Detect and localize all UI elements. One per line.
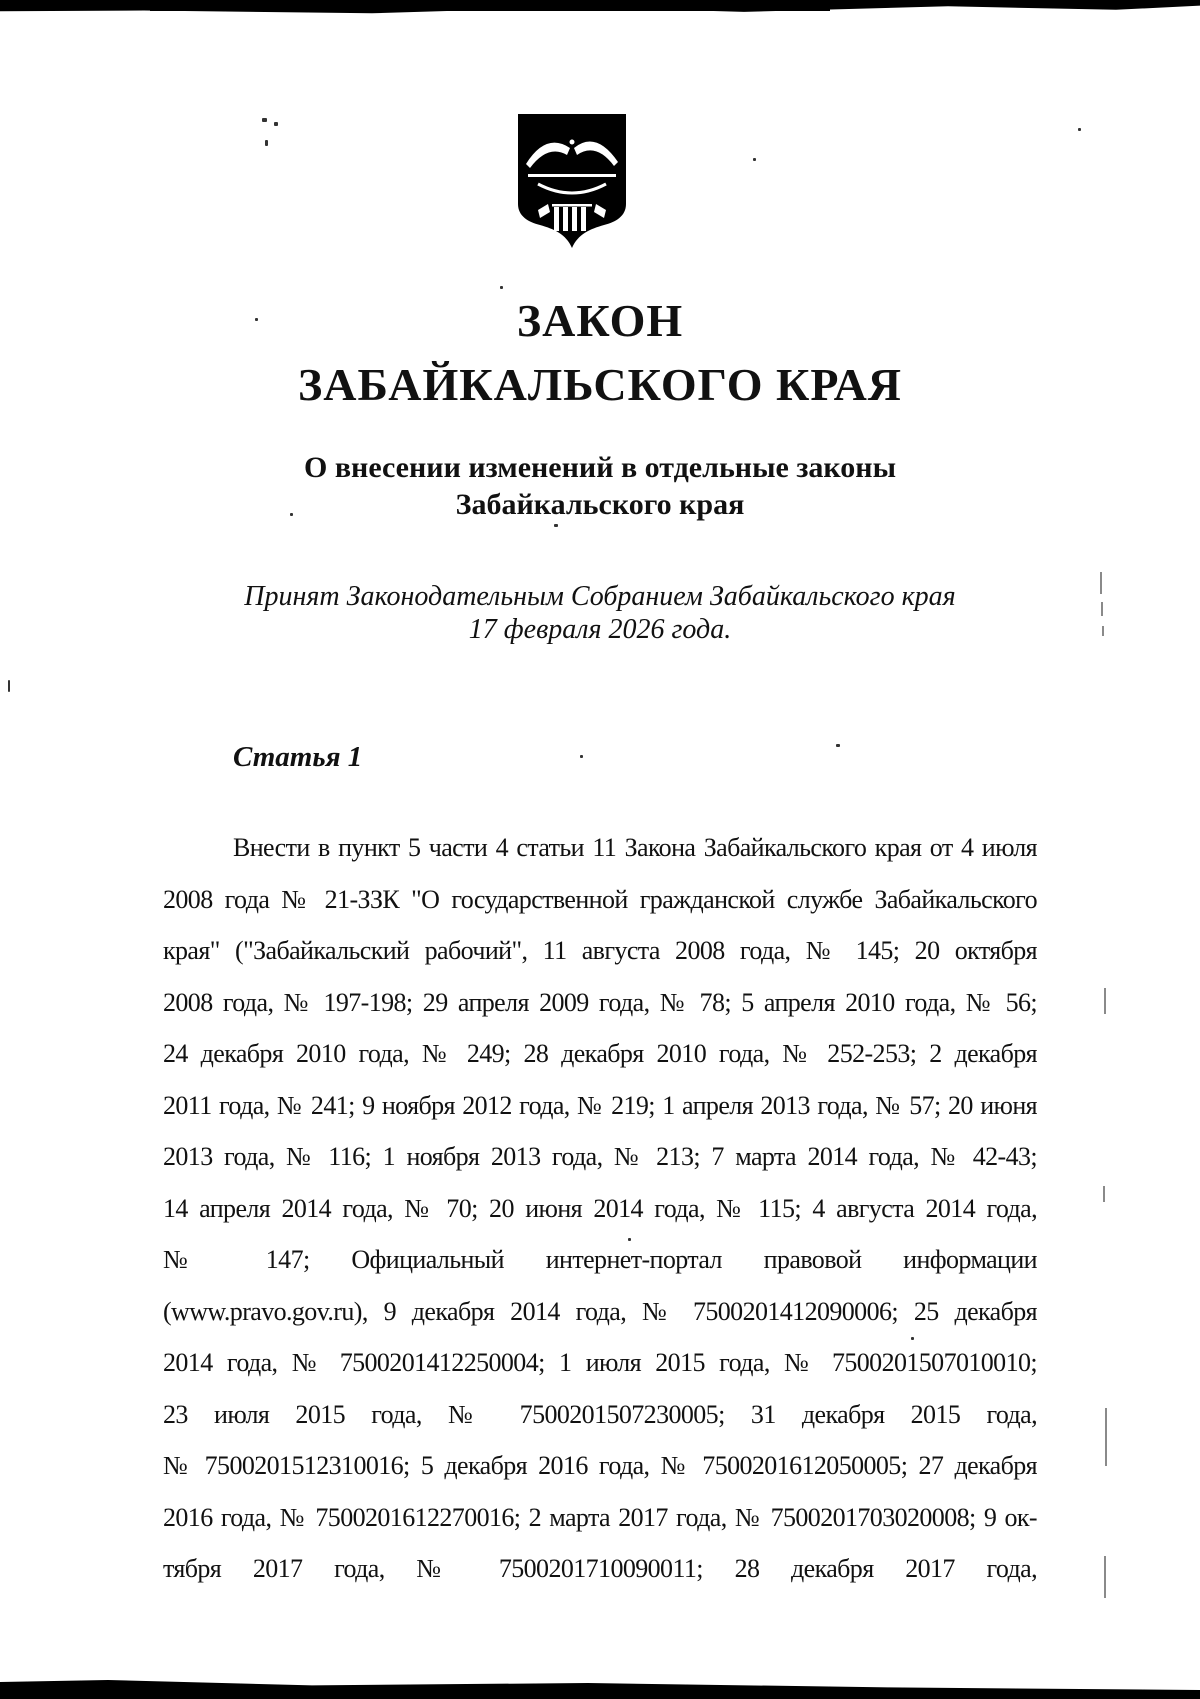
body-line: тября 2017 года, № 7500201710090011; 28 декабря 2017 года,	[163, 1554, 1037, 1583]
scan-noise-speck	[262, 118, 267, 122]
scan-noise-speck	[554, 524, 558, 527]
scan-noise-speck	[274, 122, 278, 126]
body-line: края" ("Забайкальский рабочий", 11 августа 2008 года, № 145; 20 октября	[163, 936, 1037, 965]
body-line: 14 апреля 2014 года, № 70; 20 июня 2014 года, № 115; 4 августа 2014 года,	[163, 1193, 1037, 1223]
scan-artifact-dash	[1100, 572, 1102, 594]
scan-noise-speck	[580, 755, 583, 758]
adoption-line2: 17 февраля 2026 года.	[468, 614, 732, 645]
body-line: 2008 года № 21-ЗЗК "О государственной гражданской службе Забайкальского	[163, 884, 1037, 914]
body-line: (www.pravo.gov.ru), 9 декабря 2014 года, № 7500201412090006; 25 декабря	[163, 1296, 1037, 1326]
body-line: № 7500201512310016; 5 декабря 2016 года, № 7500201612050005; 27 декабря	[163, 1451, 1037, 1480]
scan-noise-speck	[836, 744, 840, 747]
scan-artifact-dash	[1105, 1408, 1107, 1466]
scan-artifact-dash	[1103, 1186, 1105, 1202]
scan-noise-speck	[265, 140, 268, 146]
article-1-body-paragraph	[163, 822, 1037, 1595]
law-subject-heading	[160, 449, 1040, 523]
scan-noise-speck	[8, 680, 10, 692]
scan-artifact-dash	[1104, 1556, 1106, 1598]
law-title-line1: ЗАКОН	[516, 295, 684, 346]
body-line: 2013 года, № 116; 1 ноября 2013 года, № 213; 7 марта 2014 года, № 42-43;	[163, 1142, 1037, 1171]
body-line: 2011 года, № 241; 9 ноября 2012 года, № 219; 1 апреля 2013 года, № 57; 20 июня	[163, 1090, 1037, 1120]
coat-of-arms-icon	[512, 112, 632, 252]
body-line: 24 декабря 2010 года, № 249; 28 декабря 2010 года, № 252-253; 2 декабря	[163, 1039, 1037, 1068]
article-1-heading: Статья 1	[233, 741, 363, 773]
law-title-line2: ЗАБАЙКАЛЬСКОГО КРАЯ	[297, 359, 903, 410]
scan-artifact-dash	[1102, 626, 1104, 636]
scan-noise-speck	[500, 286, 503, 289]
body-line: 2014 года, № 7500201412250004; 1 июля 2015 года, № 7500201507010010;	[163, 1348, 1037, 1377]
body-line: 2016 года, № 7500201612270016; 2 марта 2017 года, № 7500201703020008; 9 ок-	[163, 1502, 1037, 1532]
adoption-statement	[160, 580, 1040, 646]
body-line: Внести в пункт 5 части 4 статьи 11 Закона Забайкальского края от 4 июля	[233, 833, 1037, 862]
scan-artifact-dash	[1101, 602, 1103, 616]
law-subject-line2: Забайкальского края	[455, 488, 745, 521]
scan-noise-speck	[1078, 128, 1081, 131]
scan-artifact-dash	[1104, 988, 1106, 1014]
body-line: 2008 года, № 197-198; 29 апреля 2009 года, № 78; 5 апреля 2010 года, № 56;	[163, 987, 1037, 1017]
body-line: № 147; Официальный интернет-портал правовой информации	[163, 1245, 1037, 1274]
adoption-line1: Принят Законодательным Собранием Забайкальского края	[244, 581, 956, 612]
scan-artifact-top-bar-segment	[150, 0, 830, 11]
body-line: 23 июля 2015 года, № 7500201507230005; 31 декабря 2015 года,	[163, 1399, 1037, 1429]
law-subject-line1: О внесении изменений в отдельные законы	[304, 451, 896, 484]
scan-noise-speck	[753, 158, 756, 161]
scan-artifact-bottom-bar	[0, 1679, 1200, 1699]
